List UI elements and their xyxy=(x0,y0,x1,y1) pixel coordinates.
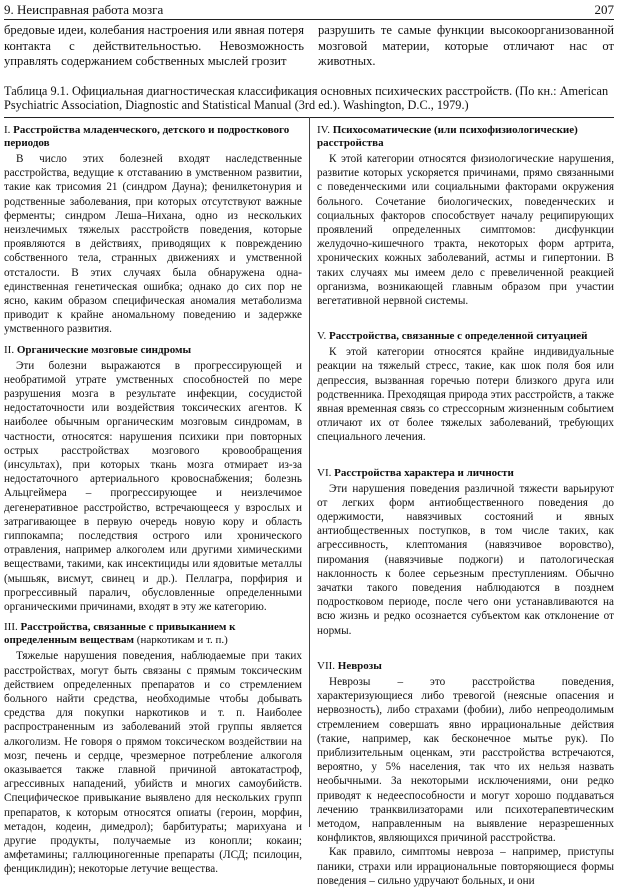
section-VII xyxy=(317,660,614,888)
section-body-continued: Как правило, симптомы невроза – например, приступы паники, страхи или иррациональные повторяющиеся формы поведения – сильно удручают больных, и они xyxy=(317,846,614,887)
table-right-column xyxy=(317,124,614,888)
intro-text-left: бредовые идеи, колебания настроения или явная потеря контакта с действительностью. Невозможность управлять содержанием собственных мыслей грозит xyxy=(4,23,304,69)
section-heading: VII. Неврозы xyxy=(317,659,382,672)
section-III xyxy=(4,621,302,876)
section-heading: IV. Психосоматические (или психофизиологические) расстройства xyxy=(317,124,578,149)
section-body: Эти нарушения поведения различной тяжести варьируют от легких форм антиобщественного поведения до одержимости, навязчивых состояний и явных антиобщественных поступков, в том числе таких, как агрессивность, клептомания (навязчивое воровство), пиромания (навязчивые поджоги) и патологическая наклонность к более серьезным преступлениям. Обычно зачатки такого поведения наблюдаются в позднем подростковом периоде, после чего они устанавливаются на всю жизнь и редко осознается субъектом как отклонение от нормы. xyxy=(317,482,614,637)
page-number: 207 xyxy=(594,2,614,17)
section-body: К этой категории относятся крайне индивидуальные реакции на тяжелый стресс, такие, как шок поля боя или депрессия, вызванная горечью потери близкого друга или родственника. Преходящая природа этих расстройств, а также явная временная связь со стрессорным жизненным событием отличают их от более тяжелых заболеваний, требующих специального лечения. xyxy=(317,346,614,444)
section-body: Тяжелые нарушения поведения, наблюдаемые при таких расстройствах, могут быть связаны с прямым токсическим действием определенных препаратов и со стремлением больного найти средства, необходимые чтобы добывать средства для покупки наркотиков и т. п. Наиболее распространенным из заболеваний этой группы является алкоголизм. Не говоря о прямом токсическом воздействии на мозг, печень и сердце, чрезмерное потребление алкоголя оказывается также главной причиной автокатастроф, агрессивных нападений, убийств и многих самоубийств. Специфическое привыкание выявлено для нескольких групп препаратов, к которым относятся опиаты (героин, морфин, метадон, кодеин, димедрол); барбитураты; марихуана и другие продукты, получаемые из конопли; кокаин; амфетамины; галлюциногенные препараты (ЛСД; псилоцин, фенциклидин); некоторые летучие вещества. xyxy=(4,650,302,876)
chapter-title: 9. Неисправная работа мозга xyxy=(4,2,164,17)
column-divider xyxy=(309,117,310,827)
section-I xyxy=(4,124,302,337)
section-V xyxy=(317,330,614,444)
section-heading: II. Органические мозговые синдромы xyxy=(4,343,192,356)
intro-text-right: разрушить те самые функции высокоорганизованной мозговой материи, которые отличают нас от животных. xyxy=(318,23,614,69)
section-body: Эти болезни выражаются в прогрессирующей и необратимой утрате умственных способностей по мере разрушения мозга в результате инфекции, сосудистой недостаточности или воздействия токсических агентов. К наиболее обычным органическим мозговым синдромам, в частности, относятся: нарушения психики при повторных острых расстройствах мозгового кровообращения (инсультах), при которых ткань мозга отмирает из-за недостаточного артериального кровоснабжения; болезнь Альцгеймера – прогрессирующее и неизлечимое дегенеративное расстройство, встречающееся у взрослых и затрагивающее в первую очередь новую кору и область гиппокампа; последствия острого или хронического отравления, например алкоголем или другими химическими веществами, такими, как инсектициды или ядовитые металлы (мышьяк, висмут, свинец и др.). Пеллагра, порфирия и прогрессивный паралич, обусловленные определенными органическими причинами, входят в эту же категорию. xyxy=(4,359,302,614)
section-heading: VI. Расстройства характера и личности xyxy=(317,466,514,479)
section-VI xyxy=(317,467,614,638)
section-IV xyxy=(317,124,614,308)
header-rule xyxy=(4,19,614,20)
section-II xyxy=(4,344,302,615)
running-header xyxy=(4,2,614,18)
section-body: К этой категории относятся физиологические нарушения, развитие которых ускоряется причинами, прямо связанными с поведенческими или социальными факторами окружения больного. Сочетание биологических, поведенческих и социальных факторов способствует началу реципирующих проявлений определенных симптомов: дисфункции желудочно-кишечного тракта, некоторых форм артрита, хронических кожных заболеваний, астмы и гипертонии. В таких случаях мы имеем дело с превеличенной реакцией организма, возникающей главным образом при участии вегетативной нервной системы. xyxy=(317,153,614,308)
section-body: Неврозы – это расстройства поведения, характеризующиеся либо тревогой (неясные опасения и нервозность), либо страхами (фобии), либо непреодолимым стремлением совершать явно иррациональные действия (такие, например, как бесконечное мытье рук). По приблизительным оценкам, эти расстройства встречаются, вероятно, у 5% населения, так что их нельзя назвать необычными. За некоторыми исключениями, они редко приводят к недееспособности и могут хорошо поддаваться лечению транквилизаторами или психотерапевтическим методом, направленным на выявление неразрешенных конфликтов, являющихся причиной расстройства. xyxy=(317,675,614,845)
section-body: В число этих болезней входят наследственные расстройства, ведущие к отставанию в умственном развитии, такие как трисомия 21 (синдром Дауна); фенилкетонурия и родственные заболевания, при которых отсутствуют важные ферменты; синдром Леша–Нихана, одно из нескольких неизлечимых тяжелых расстройств поведения, которые проявляются в действиях, приводящих к повреждению собственного тела, странных движениях и умственной отсталости. В этих случаях была обнаружена одна-единственная генетическая ошибка; однако до сих пор не ясно, каким образом специфическая аномалия метаболизма приводит к крайне аномальному поведению и задержке умственного развития. xyxy=(4,153,302,336)
section-heading: V. Расстройства, связанные с определенной ситуацией xyxy=(317,330,588,343)
section-heading: I. Расстройства младенческого, детского и подросткового периодов xyxy=(4,124,290,149)
section-heading: III. Расстройства, связанные с привыканием к определенным веществам (наркотикам и т. п.) xyxy=(4,621,236,647)
table-left-column xyxy=(4,124,302,877)
table-caption: Таблица 9.1. Официальная диагностическая классификация основных психических расстройств. (По кн.: American Psychiatric Association, Diagnostic and Statistical Manual (3rd ed.). Washington, D.C., 1979.) xyxy=(4,84,609,112)
